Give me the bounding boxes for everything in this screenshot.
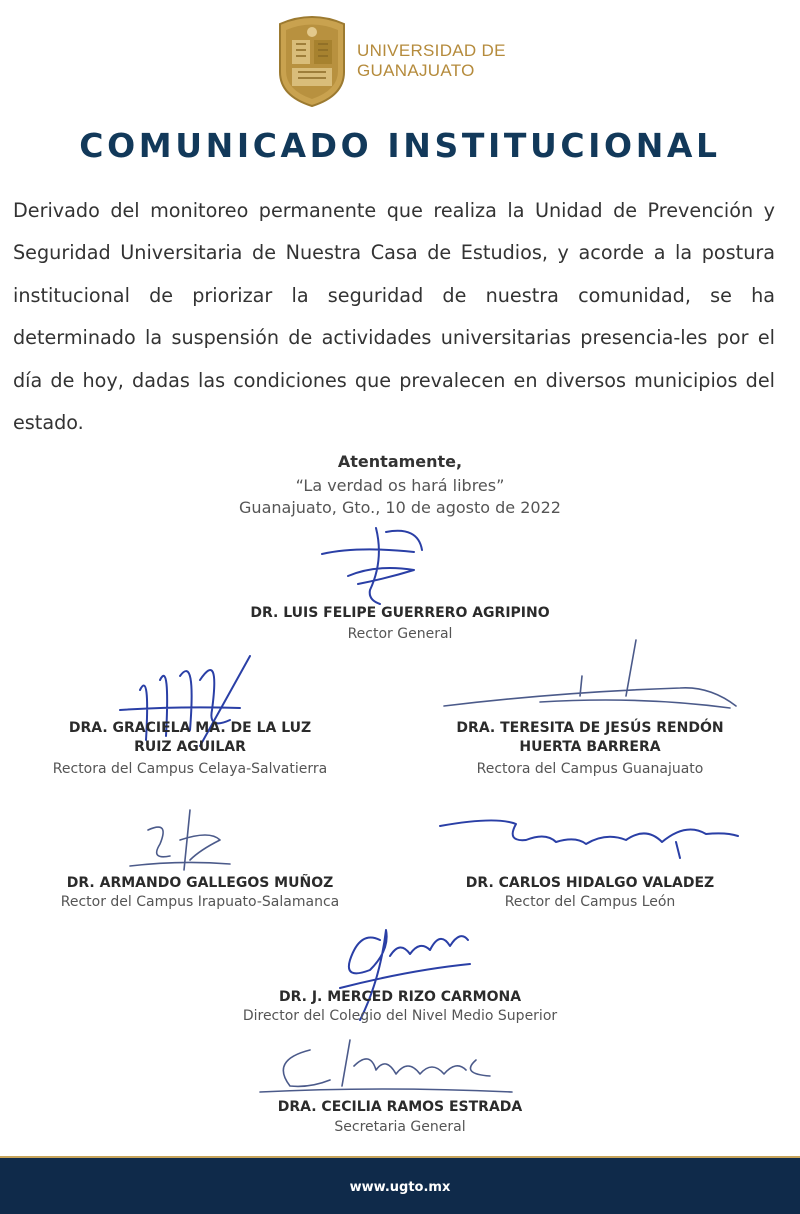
- secretaria-signature: [250, 1030, 520, 1100]
- university-crest-logo: [272, 14, 352, 108]
- celaya-rector-name-line2: RUIZ AGUILAR: [134, 739, 246, 755]
- nms-director-name: DR. J. MERCED RIZO CARMONA: [278, 989, 522, 1005]
- celaya-rector-name: [10, 719, 370, 757]
- university-name-line2: GUANAJUATO: [357, 61, 475, 80]
- leon-rector-role: Rector del Campus León: [504, 894, 676, 910]
- closing-motto: “La verdad os hará libres”: [295, 476, 505, 495]
- university-name-line1: UNIVERSIDAD DE: [357, 41, 506, 60]
- irapuato-rector-name: DR. ARMANDO GALLEGOS MUÑOZ: [66, 875, 334, 891]
- irapuato-rector-signature: [120, 800, 240, 880]
- leon-rector-signature: [436, 812, 742, 862]
- guanajuato-rector-role: Rectora del Campus Guanajuato: [476, 761, 704, 777]
- closing-atentamente: Atentamente,: [337, 452, 463, 471]
- secretaria-role: Secretaria General: [334, 1119, 466, 1135]
- guanajuato-rector-name: [410, 719, 770, 757]
- celaya-rector-role: Rectora del Campus Celaya-Salvatierra: [52, 761, 328, 777]
- guanajuato-rector-name-line1: DRA. TERESITA DE JESÚS RENDÓN: [456, 720, 724, 736]
- rector-signature: [318, 520, 438, 610]
- university-name: [357, 41, 506, 81]
- closing-place-date: Guanajuato, Gto., 10 de agosto de 2022: [239, 498, 561, 517]
- footer-url[interactable]: www.ugto.mx: [349, 1180, 451, 1195]
- rector-name: DR. LUIS FELIPE GUERRERO AGRIPINO: [250, 605, 550, 621]
- irapuato-rector-role: Rector del Campus Irapuato-Salamanca: [60, 894, 340, 910]
- celaya-rector-name-line1: DRA. GRACIELA MA. DE LA LUZ: [68, 720, 312, 736]
- leon-rector-name: DR. CARLOS HIDALGO VALADEZ: [465, 875, 715, 891]
- secretaria-name: DRA. CECILIA RAMOS ESTRADA: [277, 1099, 523, 1115]
- guanajuato-rector-signature: [440, 636, 740, 716]
- guanajuato-rector-name-line2: HUERTA BARRERA: [519, 739, 661, 755]
- nms-director-role: Director del Colegio del Nivel Medio Superior: [242, 1008, 558, 1024]
- communique-body: Derivado del monitoreo permanente que realiza la Unidad de Prevención y Seguridad Universitaria de Nuestra Casa de Estudios, y acorde a la postura institucional de priorizar la seguridad de nuestra comunidad, se ha determinado la suspensión de actividades universitarias presencia-les por el día de hoy, dadas las condiciones que prevalecen en diversos municipios del estado.: [13, 199, 775, 435]
- page-title: COMUNICADO INSTITUCIONAL: [79, 126, 721, 165]
- rector-role: Rector General: [347, 626, 453, 642]
